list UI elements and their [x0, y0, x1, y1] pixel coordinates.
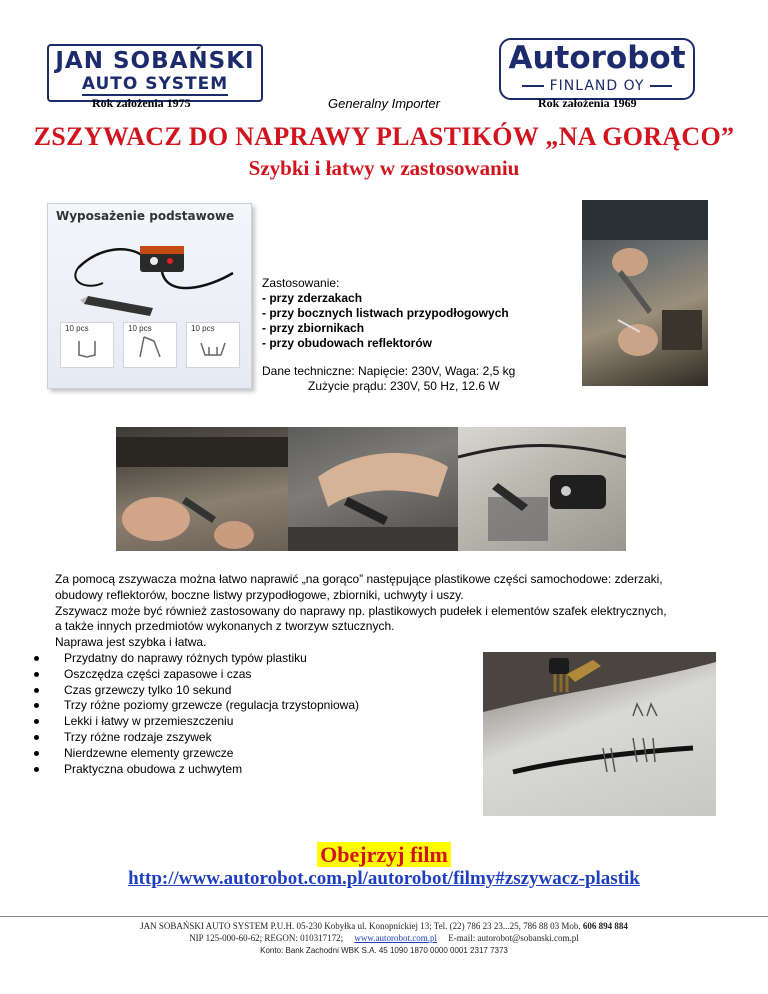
- autorobot-logo: [499, 38, 695, 100]
- footer-nip-regon: NIP 125-000-60-62; REGON: 010317172;: [189, 933, 344, 943]
- clip-type-3: [186, 322, 240, 368]
- equipment-title: Wyposażenie podstawowe: [56, 209, 235, 223]
- jan-sobanski-logo: [47, 44, 263, 102]
- tech-line-2: Zużycie prądu: 230V, 50 Hz, 12.6 W: [308, 379, 500, 393]
- importer-label: Generalny Importer: [328, 96, 440, 111]
- usage-photo-top-right: [582, 200, 708, 386]
- clip-type-2: [123, 322, 177, 368]
- page-title: ZSZYWACZ DO NAPRAWY PLASTIKÓW „NA GORĄCO”: [33, 122, 735, 151]
- film-link[interactable]: http://www.autorobot.com.pl/autorobot/filmy#zszywacz-plastik: [128, 868, 640, 889]
- feature-item: Nierdzewne elementy grzewcze: [28, 746, 468, 762]
- usage-photo-3: [458, 427, 626, 551]
- application-item: - przy bocznych listwach przypodłogowych: [262, 306, 509, 320]
- logo-line-1: JAN SOBAŃSKI: [55, 48, 255, 74]
- autorobot-logo-line-1: Autorobot: [508, 40, 686, 76]
- feature-item: Lekki i łatwy w przemieszczeniu: [28, 714, 468, 730]
- description-line: a także innych przedmiotów wykonanych z tworzyw sztucznych.: [55, 619, 395, 634]
- feature-list: [28, 651, 468, 777]
- clip-type-1: [60, 322, 114, 368]
- footer-mobile: 606 894 884: [582, 921, 628, 931]
- footer-divider: [0, 916, 768, 917]
- description-line: Zszywacz może być również zastosowany do naprawy np. plastikowych pudełek i elementów szafek elektrycznych,: [55, 603, 667, 618]
- footer-website-link[interactable]: www.autorobot.com.pl: [354, 933, 438, 943]
- usage-photo-2: [288, 427, 458, 551]
- feature-item: Trzy różne poziomy grzewcze (regulacja trzystopniowa): [28, 698, 468, 714]
- description-line: Naprawa jest szybka i łatwa.: [55, 635, 207, 650]
- footer-address: JAN SOBAŃSKI AUTO SYSTEM P.U.H. 05-230 Kobyłka ul. Konopnickiej 13; Tel. (22) 786 23 23...25, 786 88 03 Mob.: [140, 921, 581, 931]
- right-founded-text: Rok założenia 1969: [538, 96, 637, 110]
- feature-item: Przydatny do naprawy różnych typów plastiku: [28, 651, 468, 667]
- footer-konto: Konto: Bank Zachodni WBK S.A. 45 1090 1870 0000 0001 2317 7373: [260, 946, 508, 955]
- equipment-panel: [47, 203, 252, 389]
- footer-email: E-mail: autorobot@sobanski.com.pl: [448, 933, 579, 943]
- description-line: obudowy reflektorów, boczne listwy przypodłogowe, zbiorniki, uchwyty i uszy.: [55, 587, 464, 602]
- application-item: - przy zbiornikach: [262, 321, 365, 335]
- page-subtitle: Szybki i łatwy w zastosowaniu: [248, 156, 520, 180]
- clip-count: 10 pcs: [65, 324, 89, 333]
- tech-line-1: Dane techniczne: Napięcie: 230V, Waga: 2,5 kg: [262, 364, 516, 378]
- feature-item: Oszczędza części zapasowe i czas: [28, 667, 468, 683]
- usage-photo-1: [116, 427, 288, 551]
- footer-line-1: [0, 921, 768, 931]
- feature-item: Czas grzewczy tylko 10 sekund: [28, 683, 468, 699]
- repair-result-photo: [483, 652, 716, 816]
- clip-count: 10 pcs: [191, 324, 215, 333]
- feature-item: Praktyczna obudowa z uchwytem: [28, 762, 468, 778]
- logo-line-2: AUTO SYSTEM: [81, 74, 229, 94]
- description-line: Za pomocą zszywacza można łatwo naprawić „na gorąco” następujące plastikowe części samochodowe: zderzaki,: [55, 572, 663, 586]
- application-item: - przy obudowach reflektorów: [262, 336, 433, 350]
- description: [55, 572, 745, 651]
- stapler-device-image: [58, 228, 243, 318]
- footer-line-2: [0, 933, 768, 943]
- left-founded-text: Rok założenia 1975: [92, 96, 191, 110]
- application-list: [262, 276, 509, 351]
- feature-item: Trzy różne rodzaje zszywek: [28, 730, 468, 746]
- watch-film-label: Obejrzyj film: [317, 842, 451, 867]
- autorobot-logo-line-2: FINLAND OY: [501, 78, 693, 94]
- application-item: - przy zderzakach: [262, 291, 363, 305]
- clip-count: 10 pcs: [128, 324, 152, 333]
- application-heading: Zastosowanie:: [262, 276, 340, 290]
- watch-film: [0, 842, 768, 868]
- technical-data: [262, 364, 515, 394]
